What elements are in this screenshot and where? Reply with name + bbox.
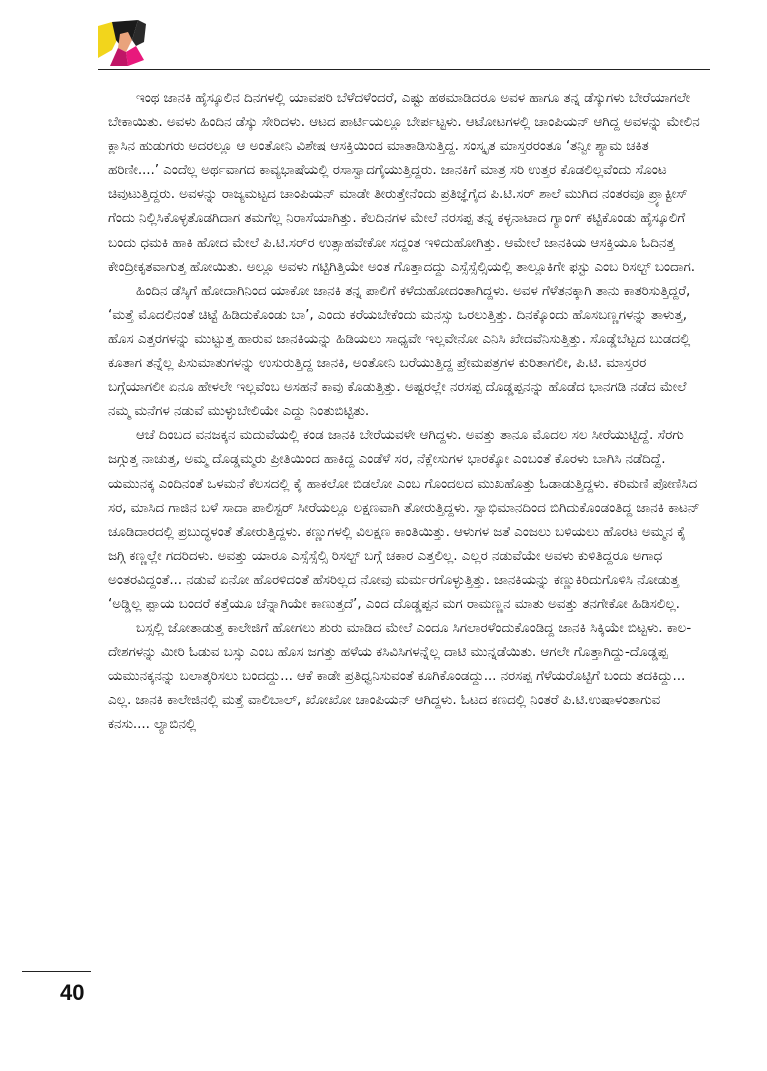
page-number: 40 (60, 980, 85, 1005)
paragraph-4: ಬಸ್ಸಲ್ಲಿ ಜೋತಾಡುತ್ತ ಕಾಲೇಜಿಗೆ ಹೋಗಲು ಶುರು ಮಾಡಿದ ಮೇಲೆ ಎಂದೂ ಸಿಗಲಾರಳೆಂದುಕೊಂಡಿದ್ದ ಜಾನಕಿ ಸಿಕ್ಕಿಯೇ ಬಿಟ್ಟಳು. ಕಾಲ-ದೇಶಗಳನ್ನು ಮೀರಿ ಓಡುವ ಬಸ್ಸು ಎಂಬ ಹೊಸ ಜಗತ್ತು ಹಳೆಯ ಕಸಿವಿಸಿಗಳನ್ನೆಲ್ಲ ದಾಟಿ ಮುನ್ನಡೆಯಿತು. ಆಗಲೇ ಗೊತ್ತಾಗಿದ್ದು-ದೊಡ್ಡಪ್ಪ ಯಮುನಕ್ಕನನ್ನು ಬಲಾತ್ಕರಿಸಲು ಬಂದದ್ದು... ಆಕೆ ಕಾಡೇ ಪ್ರತಿಧ್ವನಿಸುವಂತೆ ಕೂಗಿಕೊಂಡದ್ದು... ನರಸಪ್ಪ ಗೆಳೆಯರೊಟ್ಟಿಗೆ ಬಂದು ತದಕಿದ್ದು... ಎಲ್ಲ. ಜಾನಕಿ ಕಾಲೇಜಿನಲ್ಲಿ ಮತ್ತೆ ವಾಲಿಬಾಲ್, ಖೋಖೋ ಚಾಂಪಿಯನ್ ಆಗಿದ್ದಳು. ಓಟದ ಕಣದಲ್ಲಿ ನಿಂತರೆ ಪಿ.ಟಿ.ಉಷಾಳಂತಾಗುವ ಕನಸು.... ಲ್ಯಾಬಿನಲ್ಲಿ (108, 620, 692, 733)
footer-rule (22, 971, 91, 972)
paragraph-3: ಆಚೆ ದಿಂಬದ ವನಜಕ್ಕನ ಮದುವೆಯಲ್ಲಿ ಕಂಡ ಜಾನಕಿ ಬೇರೆಯವಳೇ ಆಗಿದ್ದಳು. ಅವತ್ತು ತಾನೂ ಮೊದಲ ಸಲ ಸೀರೆಯುಟ್ಟಿದ್ದೆ. ಸೆರಗು ಜಗ್ಗುತ್ತ ನಾಚುತ್ತ, ಅಮ್ಮ ದೊಡ್ಡಮ್ಮರು ಪ್ರೀತಿಯಿಂದ ಹಾಕಿದ್ದ ಎಂಡೆಳೆ ಸರ, ನೆಕ್ಲೇಸುಗಳ ಭಾರಕ್ಕೋ ಎಂಬಂತೆ ಕೊರಳು ಬಾಗಿಸಿ ನಡೆದಿದ್ದೆ. ಯಮುನಕ್ಕ ಎಂದಿನಂತೆ ಒಳಮನೆ ಕೆಲಸದಲ್ಲಿ ಕೈ ಹಾಕಲೋ ಬಿಡಲೋ ಎಂಬ ಗೊಂದಲದ ಮುಖಹೊತ್ತು ಓಡಾಡುತ್ತಿದ್ದಳು. ಕರಿಮಣಿ ಪೋಣಿಸಿದ ಸರ, ಮಾಸಿದ ಗಾಜಿನ ಬಳೆ ಸಾದಾ ಪಾಲಿಸ್ಟರ್ ಸೀರೆಯಲ್ಲೂ ಲಕ್ಷಣವಾಗಿ ತೋರುತ್ತಿದ್ದಳು. ಸ್ವಾಭಿಮಾನದಿಂದ ಬಿಗಿದುಕೊಂಡಂತಿದ್ದ ಜಾನಕಿ ಕಾಟನ್ ಚೂಡಿದಾರದಲ್ಲಿ ಪ್ರಬುದ್ಧಳಂತೆ ತೋರುತ್ತಿದ್ದಳು. ಕಣ್ಣುಗಳಲ್ಲಿ ವಿಲಕ್ಷಣ ಕಾಂತಿಯಿತ್ತು. ಆಳುಗಳ ಜತೆ ಎಂಜಲು ಬಳಿಯಲು ಹೊರಟ ಅಮ್ಮನ ಕೈ ಜಗ್ಗಿ ಕಣ್ಣಲ್ಲೇ ಗದರಿದಳು. ಅವತ್ತು ಯಾರೂ ಎಸ್ಸೆಸ್ಸೆಲ್ಸಿ ರಿಸಲ್ಟ್ ಬಗ್ಗೆ ಚಕಾರ ಎತ್ತಲಿಲ್ಲ. ಎಲ್ಲರ ನಡುವೆಯೇ ಅವಳು ಕುಳಿತಿದ್ದರೂ ಅಗಾಧ ಅಂತರವಿದ್ದಂತೆ... ನಡುವೆ ಏನೋ ಹೊರಳಿದಂತೆ ಹೆಸರಿಲ್ಲದ ನೋವು ಮರ್ಮರಗೊಳ್ಳುತ್ತಿತ್ತು. ಜಾನಕಿಯನ್ನು ಕಣ್ಣುಕಿರಿದುಗೊಳಿಸಿ ನೋಡುತ್ತ ‘ಅಡ್ಡಿಲ್ಲ ಪ್ಪಾಯ ಬಂದರೆ ಕತ್ತೆಯೂ ಚೆನ್ನಾಗಿಯೇ ಕಾಣುತ್ತದೆ’, ಎಂದ ದೊಡ್ಡಪ್ಪನ ಮಗ ರಾಮಣ್ಣನ ಮಾತು ಅವತ್ತು ತನಗೇಕೋ ಹಿಡಿಸಲಿಲ್ಲ. (108, 427, 700, 612)
story-text (108, 86, 700, 737)
paragraph-1: ಇಂಥ ಜಾನಕಿ ಹೈಸ್ಕೂಲಿನ ದಿನಗಳಲ್ಲಿ ಯಾವಪರಿ ಬೆಳೆದಳೆಂದರೆ, ಎಷ್ಟು ಹಠಮಾಡಿದರೂ ಅವಳ ಹಾಗೂ ತನ್ನ ಡೆಸ್ಕುಗಳು ಬೇರೆಯಾಗಲೇ ಬೇಕಾಯಿತು. ಅವಳು ಹಿಂದಿನ ಡೆಸ್ಕು ಸೇರಿದಳು. ಆಟದ ಪಾರ್ಟಿಯಲ್ಲೂ ಬೇರ್ಪಟ್ಟಳು. ಆಟೋಟಗಳಲ್ಲಿ ಚಾಂಪಿಯನ್ ಆಗಿದ್ದ ಅವಳನ್ನು ಮೇಲಿನ ಕ್ಲಾಸಿನ ಹುಡುಗರು ಅದರಲ್ಲೂ ಆ ಅಂತೋನಿ ವಿಶೇಷ ಆಸಕ್ತಿಯಿಂದ ಮಾತಾಡಿಸುತ್ತಿದ್ದ. ಸಂಸ್ಕೃತ ಮಾಸ್ತರರಂತೂ ‘ತನ್ವೀ ಶ್ಯಾಮ ಚಕಿತ ಹರಿಣೀ....’ ಎಂದೆಲ್ಲ ಅರ್ಥವಾಗದ ಕಾವ್ಯಭಾಷೆಯಲ್ಲಿ ರಸಾಸ್ವಾದಗೈಯುತ್ತಿದ್ದರು. ಜಾನಕಿಗೆ ಮಾತ್ರ ಸರಿ ಉತ್ತರ ಕೊಡಲಿಲ್ಲವೆಂದು ಸೊಂಟ ಚಿವುಟುತ್ತಿದ್ದರು. ಅವಳನ್ನು ರಾಜ್ಯಮಟ್ಟದ ಚಾಂಪಿಯನ್ ಮಾಡೇ ತೀರುತ್ತೇನೆಂದು ಪ್ರತಿಜ್ಞೆಗೈದ ಪಿ.ಟಿ.ಸರ್ ಶಾಲೆ ಮುಗಿದ ನಂತರವೂ ಪ್ರ್ಯಾಕ್ಟೀಸ್ ಗೆಂದು ನಿಲ್ಲಿಸಿಕೊಳ್ಳತೊಡಗಿದಾಗ ತಮಗೆಲ್ಲ ನಿರಾಸೆಯಾಗಿತ್ತು. ಕೆಲದಿನಗಳ ಮೇಲೆ ನರಸಪ್ಪ ತನ್ನ ಕಳ್ಳನಾಟಾದ ಗ್ಯಾಂಗ್ ಕಟ್ಟಿಕೊಂಡು ಹೈಸ್ಕೂಲಿಗೆ ಬಂದು ಧಮಕಿ ಹಾಕಿ ಹೋದ ಮೇಲೆ ಪಿ.ಟಿ.ಸರ್‌ರ ಉತ್ಸಾಹವೇಕೋ ಸದ್ದಂತ ಇಳಿದುಹೋಗಿತ್ತು. ಆಮೇಲೆ ಜಾನಕಿಯ ಆಸಕ್ತಿಯೂ ಓದಿನತ್ತ ಕೇಂದ್ರೀಕೃತವಾಗುತ್ತ ಹೋಯಿತು. ಅಲ್ಲೂ ಅವಳು ಗಟ್ಟಿಗಿತ್ತಿಯೇ ಅಂತ ಗೊತ್ತಾದದ್ದು ಎಸ್ಸೆಸ್ಸೆಲ್ಸಿಯಲ್ಲಿ ತಾಲ್ಲೂಕಿಗೇ ಫಸ್ಟು ಎಂಬ ರಿಸಲ್ಟ್ ಬಂದಾಗ. (108, 90, 700, 275)
header-rule (98, 69, 710, 70)
paragraph-2: ಹಿಂದಿನ ಡೆಸ್ಕಿಗೆ ಹೋದಾಗಿನಿಂದ ಯಾಕೋ ಜಾನಕಿ ತನ್ನ ಪಾಲಿಗೆ ಕಳೆದುಹೋದಂತಾಗಿದ್ದಳು. ಅವಳ ಗೆಳೆತನಕ್ಕಾಗಿ ತಾನು ಕಾತರಿಸುತ್ತಿದ್ದರೆ, ‘ಮತ್ತೆ ಮೊದಲಿನಂತೆ ಚಿಟ್ಟೆ ಹಿಡಿದುಕೊಂಡು ಬಾ’, ಎಂದು ಕರೆಯಬೇಕೆಂದು ಮನಸ್ಸು ಒರಲುತ್ತಿತ್ತು. ದಿನಕ್ಕೊಂದು ಹೊಸಬಣ್ಣಗಳನ್ನು ತಾಳುತ್ತ, ಹೊಸ ಎತ್ತರಗಳನ್ನು ಮುಟ್ಟುತ್ತ ಹಾರುವ ಜಾನಕಿಯನ್ನು ಹಿಡಿಯಲು ಸಾಧ್ಯವೇ ಇಲ್ಲವೇನೋ ಎನಿಸಿ ಖೇದವೆನಿಸುತ್ತಿತ್ತು. ಸೊಡ್ಡೆಬೆಟ್ಟದ ಬುಡದಲ್ಲಿ ಕೂತಾಗ ತನ್ನೆಲ್ಲ ಪಿಸುಮಾತುಗಳನ್ನು ಉಸುರುತ್ತಿದ್ದ ಜಾನಕಿ, ಅಂತೋನಿ ಬರೆಯುತ್ತಿದ್ದ ಪ್ರೇಮಪತ್ರಗಳ ಕುರಿತಾಗಲೀ, ಪಿ.ಟಿ. ಮಾಸ್ತರರ ಬಗ್ಗೆಯಾಗಲೀ ಏನೂ ಹೇಳಲೇ ಇಲ್ಲವೆಂಬ ಅಸಹನೆ ಕಾವು ಕೊಡುತ್ತಿತ್ತು. ಅಷ್ಟರಲ್ಲೇ ನರಸಪ್ಪ ದೊಡ್ಡಪ್ಪನನ್ನು ಹೊಡೆದ ಭಾನಗಡಿ ನಡೆದ ಮೇಲೆ ನಮ್ಮ ಮನೆಗಳ ನಡುವೆ ಮುಳ್ಳುಬೇಲಿಯೇ ಎದ್ದು ನಿಂತುಬಿಟ್ಟಿತು. (108, 282, 691, 420)
woman-silhouette-logo-icon (98, 20, 146, 66)
